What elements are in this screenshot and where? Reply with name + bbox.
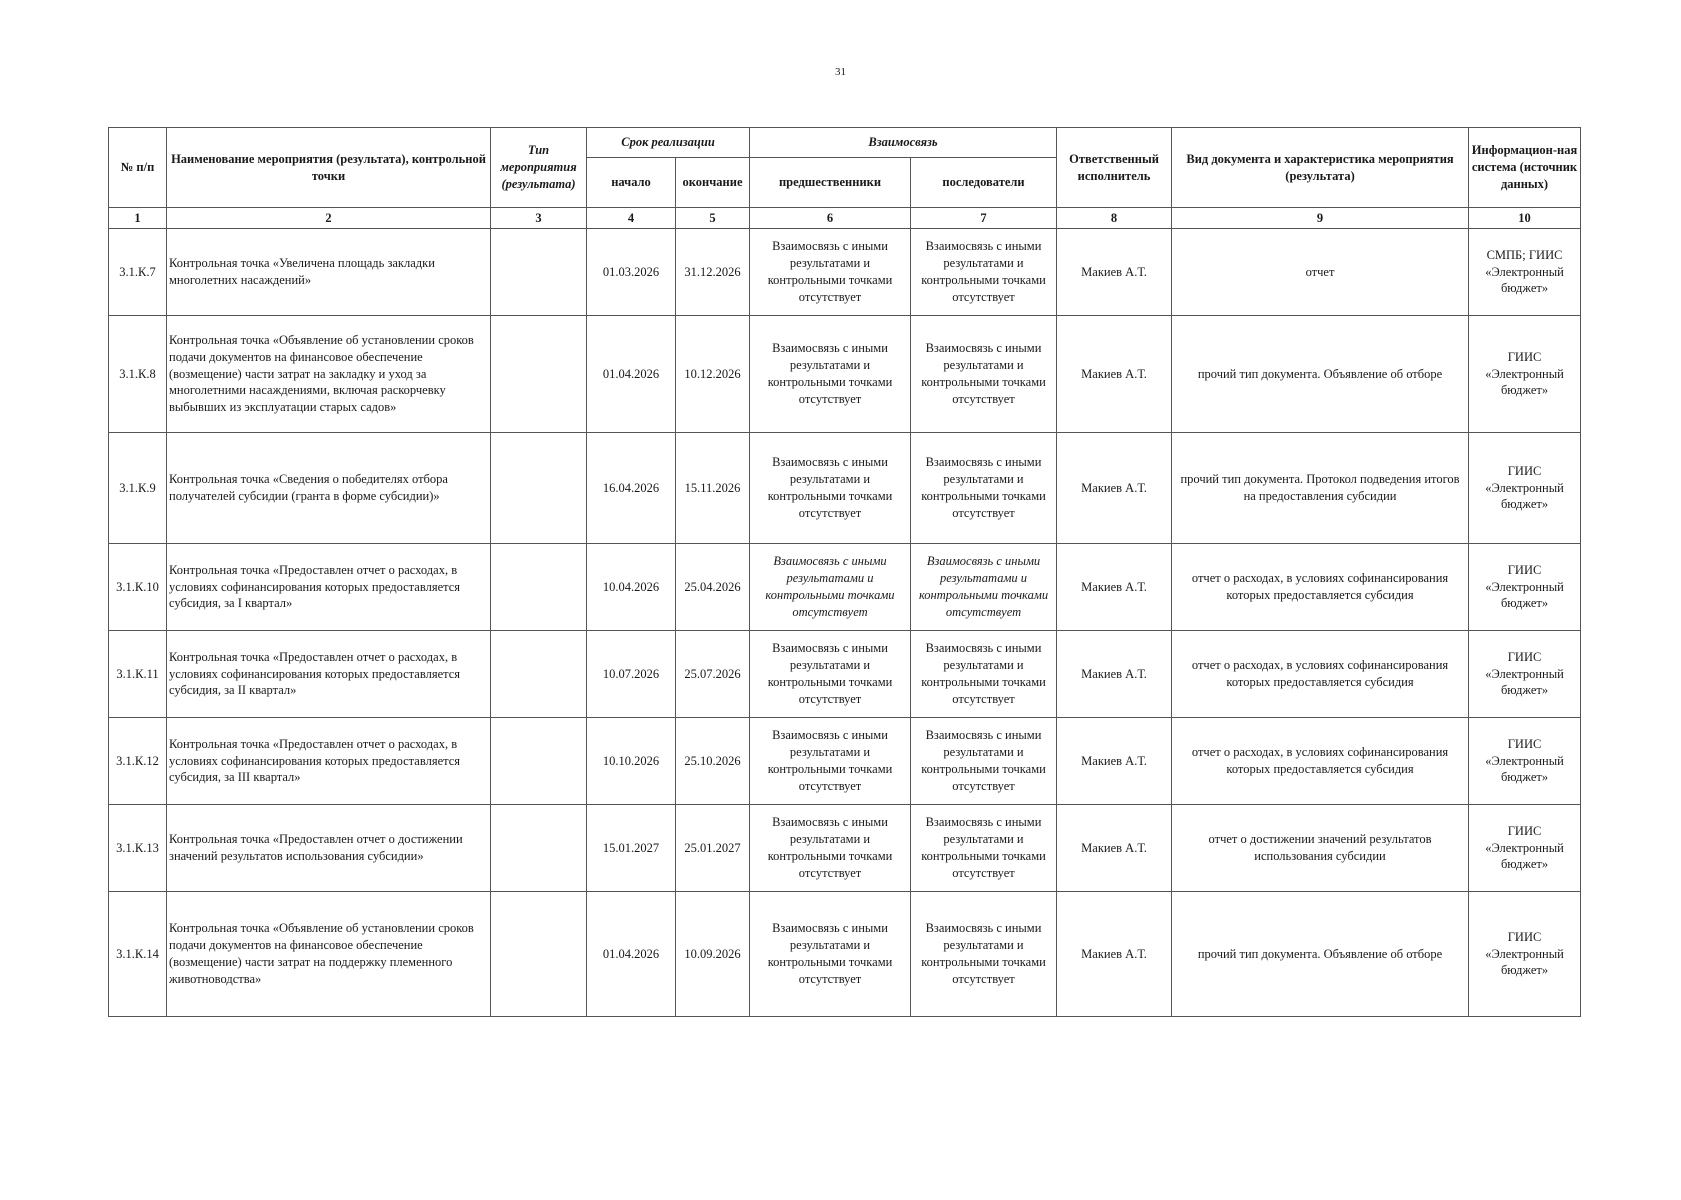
control-points-table (108, 127, 1581, 1017)
row-type (491, 631, 587, 718)
row-responsible: Макиев А.Т. (1057, 805, 1172, 892)
row-name: Контрольная точка «Предоставлен отчет о расходах, в условиях софинансирования которых предоставляется субсидия, за III квартал» (167, 718, 491, 805)
row-start: 10.10.2026 (587, 718, 676, 805)
row-predecessors: Взаимосвязь с иными результатами и контрольными точками отсутствует (750, 229, 911, 316)
row-successors: Взаимосвязь с иными результатами и контрольными точками отсутствует (911, 718, 1057, 805)
row-name: Контрольная точка «Предоставлен отчет о расходах, в условиях софинансирования которых предоставляется субсидия, за II квартал» (167, 631, 491, 718)
row-id: 3.1.К.10 (109, 544, 167, 631)
row-system: ГИИС «Электронный бюджет» (1469, 433, 1581, 544)
row-id: 3.1.К.11 (109, 631, 167, 718)
row-start: 01.03.2026 (587, 229, 676, 316)
row-responsible: Макиев А.Т. (1057, 892, 1172, 1017)
row-system: ГИИС «Электронный бюджет» (1469, 892, 1581, 1017)
row-type (491, 892, 587, 1017)
row-end: 10.09.2026 (676, 892, 750, 1017)
column-number-row (109, 208, 1581, 229)
row-successors: Взаимосвязь с иными результатами и контрольными точками отсутствует (911, 631, 1057, 718)
header-start: начало (587, 158, 676, 208)
header-num: № п/п (109, 128, 167, 208)
header-end: окончание (676, 158, 750, 208)
row-doc: прочий тип документа. Объявление об отборе (1172, 892, 1469, 1017)
row-predecessors: Взаимосвязь с иными результатами и контрольными точками отсутствует (750, 718, 911, 805)
column-number: 9 (1172, 208, 1469, 229)
row-predecessors: Взаимосвязь с иными результатами и контрольными точками отсутствует (750, 892, 911, 1017)
row-doc: прочий тип документа. Объявление об отборе (1172, 316, 1469, 433)
row-end: 25.04.2026 (676, 544, 750, 631)
row-doc: прочий тип документа. Протокол подведения итогов на предоставления субсидии (1172, 433, 1469, 544)
header-doc-type: Вид документа и характеристика мероприятия (результата) (1172, 128, 1469, 208)
row-end: 31.12.2026 (676, 229, 750, 316)
row-predecessors: Взаимосвязь с иными результатами и контрольными точками отсутствует (750, 433, 911, 544)
row-name: Контрольная точка «Увеличена площадь закладки многолетних насаждений» (167, 229, 491, 316)
row-name: Контрольная точка «Объявление об установлении сроков подачи документов на финансовое обеспечение (возмещение) части затрат на поддержку племенного животноводства» (167, 892, 491, 1017)
row-successors: Взаимосвязь с иными результатами и контрольными точками отсутствует (911, 229, 1057, 316)
row-successors: Взаимосвязь с иными результатами и контрольными точками отсутствует (911, 805, 1057, 892)
header-relation: Взаимосвязь (750, 128, 1057, 158)
row-responsible: Макиев А.Т. (1057, 433, 1172, 544)
row-id: 3.1.К.7 (109, 229, 167, 316)
column-number: 7 (911, 208, 1057, 229)
row-type (491, 433, 587, 544)
row-name: Контрольная точка «Предоставлен отчет о расходах, в условиях софинансирования которых предоставляется субсидия, за I квартал» (167, 544, 491, 631)
column-number: 3 (491, 208, 587, 229)
header-type-label: Тип мероприятия (результата) (500, 143, 577, 191)
table-row (109, 544, 1581, 631)
row-name: Контрольная точка «Сведения о победителях отбора получателей субсидии (гранта в форме субсидии)» (167, 433, 491, 544)
row-end: 25.01.2027 (676, 805, 750, 892)
row-name: Контрольная точка «Объявление об установлении сроков подачи документов на финансовое обеспечение (возмещение) части затрат на закладку и уход за многолетними насаждениями, включая раскорчевку выбывших из эксплуатации старых садов» (167, 316, 491, 433)
table-row (109, 316, 1581, 433)
row-type (491, 316, 587, 433)
row-successors: Взаимосвязь с иными результатами и контрольными точками отсутствует (911, 544, 1057, 631)
row-system: ГИИС «Электронный бюджет» (1469, 631, 1581, 718)
table-row (109, 718, 1581, 805)
header-info-system: Информацион-ная система (источник данных) (1469, 128, 1581, 208)
column-number: 8 (1057, 208, 1172, 229)
row-responsible: Макиев А.Т. (1057, 718, 1172, 805)
header-term: Срок реализации (587, 128, 750, 158)
row-responsible: Макиев А.Т. (1057, 316, 1172, 433)
row-doc: отчет о расходах, в условиях софинансирования которых предоставляется субсидия (1172, 631, 1469, 718)
row-predecessors: Взаимосвязь с иными результатами и контрольными точками отсутствует (750, 316, 911, 433)
row-system: СМПБ; ГИИС «Электронный бюджет» (1469, 229, 1581, 316)
row-doc: отчет (1172, 229, 1469, 316)
row-type (491, 805, 587, 892)
row-end: 25.10.2026 (676, 718, 750, 805)
row-system: ГИИС «Электронный бюджет» (1469, 718, 1581, 805)
table-header (109, 128, 1581, 229)
header-responsible: Ответственный исполнитель (1057, 128, 1172, 208)
table-row (109, 229, 1581, 316)
row-id: 3.1.К.14 (109, 892, 167, 1017)
header-successors: последователи (911, 158, 1057, 208)
column-number: 5 (676, 208, 750, 229)
row-responsible: Макиев А.Т. (1057, 631, 1172, 718)
row-start: 10.07.2026 (587, 631, 676, 718)
row-successors: Взаимосвязь с иными результатами и контрольными точками отсутствует (911, 433, 1057, 544)
column-number: 4 (587, 208, 676, 229)
row-system: ГИИС «Электронный бюджет» (1469, 805, 1581, 892)
row-predecessors: Взаимосвязь с иными результатами и контрольными точками отсутствует (750, 631, 911, 718)
header-type (491, 128, 587, 208)
row-predecessors: Взаимосвязь с иными результатами и контрольными точками отсутствует (750, 544, 911, 631)
row-id: 3.1.К.9 (109, 433, 167, 544)
row-type (491, 718, 587, 805)
row-id: 3.1.К.12 (109, 718, 167, 805)
row-start: 01.04.2026 (587, 892, 676, 1017)
column-number: 2 (167, 208, 491, 229)
row-end: 15.11.2026 (676, 433, 750, 544)
table-row (109, 433, 1581, 544)
row-responsible: Макиев А.Т. (1057, 544, 1172, 631)
row-start: 16.04.2026 (587, 433, 676, 544)
row-id: 3.1.К.13 (109, 805, 167, 892)
row-responsible: Макиев А.Т. (1057, 229, 1172, 316)
row-system: ГИИС «Электронный бюджет» (1469, 316, 1581, 433)
row-start: 01.04.2026 (587, 316, 676, 433)
table-row (109, 892, 1581, 1017)
row-doc: отчет о достижении значений результатов использования субсидии (1172, 805, 1469, 892)
row-successors: Взаимосвязь с иными результатами и контрольными точками отсутствует (911, 892, 1057, 1017)
row-doc: отчет о расходах, в условиях софинансирования которых предоставляется субсидия (1172, 718, 1469, 805)
page-number: 31 (835, 66, 846, 78)
row-end: 10.12.2026 (676, 316, 750, 433)
row-start: 15.01.2027 (587, 805, 676, 892)
column-number: 1 (109, 208, 167, 229)
row-successors: Взаимосвязь с иными результатами и контрольными точками отсутствует (911, 316, 1057, 433)
table-row (109, 631, 1581, 718)
header-predecessors: предшественники (750, 158, 911, 208)
row-name: Контрольная точка «Предоставлен отчет о достижении значений результатов использования субсидии» (167, 805, 491, 892)
row-id: 3.1.К.8 (109, 316, 167, 433)
header-name: Наименование мероприятия (результата), контрольной точки (167, 128, 491, 208)
table-row (109, 805, 1581, 892)
row-start: 10.04.2026 (587, 544, 676, 631)
column-number: 6 (750, 208, 911, 229)
row-type (491, 544, 587, 631)
column-number: 10 (1469, 208, 1581, 229)
row-doc: отчет о расходах, в условиях софинансирования которых предоставляется субсидия (1172, 544, 1469, 631)
row-end: 25.07.2026 (676, 631, 750, 718)
row-predecessors: Взаимосвязь с иными результатами и контрольными точками отсутствует (750, 805, 911, 892)
row-system: ГИИС «Электронный бюджет» (1469, 544, 1581, 631)
row-type (491, 229, 587, 316)
